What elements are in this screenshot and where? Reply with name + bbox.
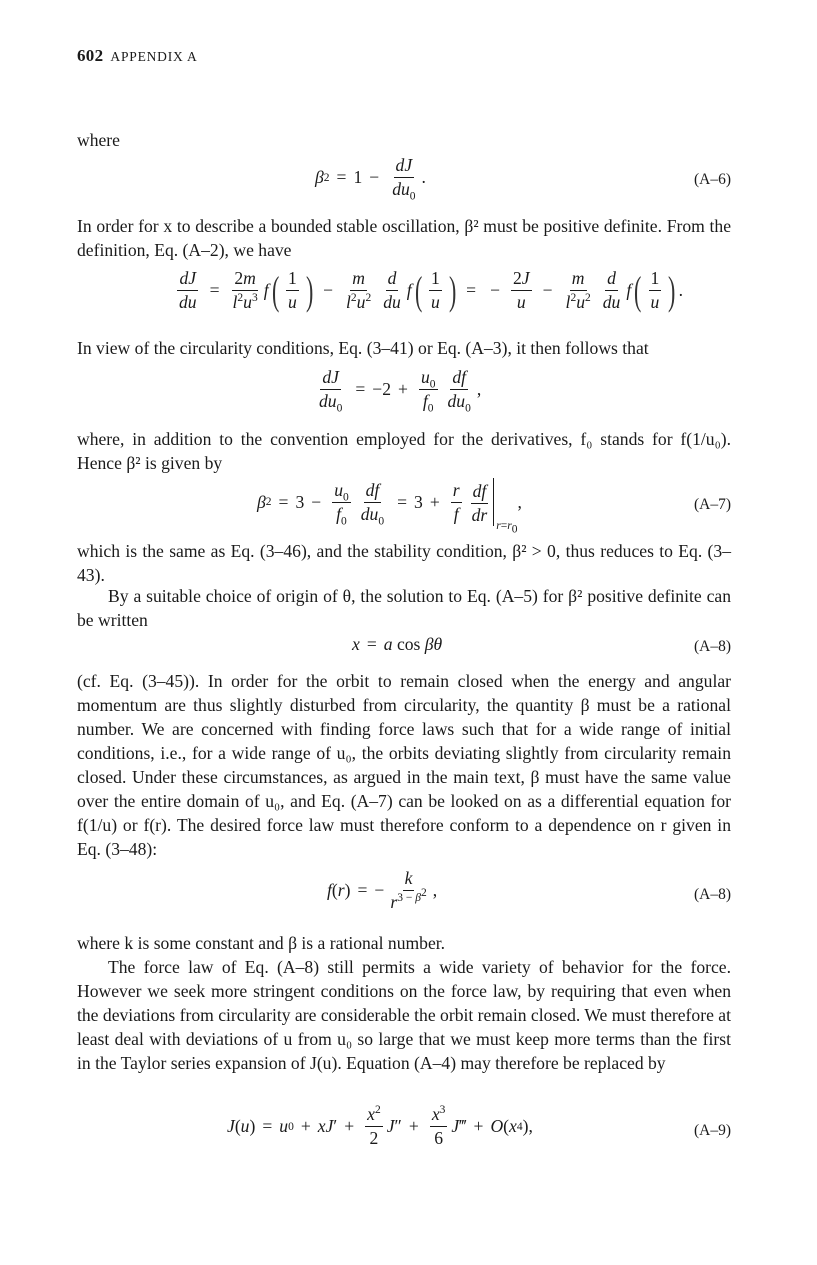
equation-number-a8-first: (A–8) (693, 638, 731, 655)
equation-a8-force (77, 868, 731, 926)
equation-a7-body: β 2 = 3 − $\frac{u_0}{f_0}$ $\frac{df}{du_0}$ = 3 + $\frac{r}{f}$ $\frac{df}{dr}$ $r=r_0$ , (257, 479, 522, 536)
equation-dj-du0 (77, 367, 731, 425)
running-header (77, 46, 198, 66)
equation-a9 (77, 1104, 731, 1162)
section-title: APPENDIX A (110, 49, 198, 64)
equation-number-a9: (A–9) (693, 1122, 731, 1139)
paragraph-origin: By a suitable choice of origin of θ, the solution to Eq. (A–5) for β² positive definite can be written (77, 586, 731, 630)
equation-a9-body: J ( u ) = u 0 + xJ ′ + $\frac{x^2}{2}$ J ″ + $\frac{x^3}{6}$ J ‴ + O ( x 4 ), (227, 1104, 533, 1148)
equation-dj-du (77, 268, 731, 328)
equation-number-a7: (A–7) (693, 496, 731, 513)
paragraph-where-1: where (77, 130, 120, 150)
paragraph-constant-k: where k is some constant and β is a rational number. (77, 933, 446, 953)
equation-dj-du0-body: $\frac{dJ}{du_0}$ = −2 + $\frac{u_0}{f_0}$ $\frac{df}{du_0}$ , (319, 367, 482, 415)
paragraph-force-law: The force law of Eq. (A–8) still permits a wide variety of behavior for the force. However we seek more stringent conditions on the force law, by requiring that even when the deviations from circularity are considerable the orbit remain closed. We must therefore at least deal with deviations of u from u₀ so large that we must keep more terms than the first in the Taylor series expansion of J(u). Equation (A–4) may therefore be replaced by (77, 957, 731, 1073)
equation-a8-force-body: f ( r ) = − $\frac{k}{r^{3 - \beta^2}}$ , (327, 868, 438, 912)
equation-number-a8-second: (A–8) (693, 886, 731, 903)
paragraph-stable-oscillation: In order for x to describe a bounded stable oscillation, β² must be positive definite. From the definition, Eq. (A–2), we have (77, 216, 731, 260)
equation-a7 (77, 478, 731, 538)
equation-a6 (77, 155, 731, 211)
equation-a8-cos-body: x = a cos βθ (352, 634, 443, 654)
paragraph-closed-orbit: (cf. Eq. (3–45)). In order for the orbit to remain closed when the energy and angular momentum are thus slightly disturbed from circularity, the quantity β must be a rational number. We are concerned with finding force laws such that for a wide range of initial conditions, i.e., for a wide range of u₀, the orbits deviating slightly from circularity remain closed. Under these circumstances, as argued in the main text, β must have the same value over the entire domain of u₀, and Eq. (A–7) can be looked on as a differential equation for f(1/u) or f(r). The desired force law must therefore conform to a dependence on r given in Eq. (3–48): (77, 671, 731, 859)
paragraph-circularity: In view of the circularity conditions, Eq. (3–41) or Eq. (A–3), it then follows that (77, 338, 649, 358)
equation-a6-body: β 2 = 1 − $\frac{dJ}{du_0}$ . (315, 155, 426, 203)
paragraph-stability: which is the same as Eq. (3–46), and the stability condition, β² > 0, thus reduces to Eq. (3–43). (77, 541, 731, 585)
equation-number-a6: (A–6) (693, 171, 731, 188)
page-number: 602 (77, 46, 104, 65)
equation-dj-du-body: $\frac{dJ}{du}$ = $\frac{2m}{l^2u^3}$ f ( $\frac{1}{u}$ ) − $\frac{m}{l^2u^2}$ $\frac{d}{du}$ f ( $\frac{1}{u}$ ) = − $\frac{2J}{u}$ − $\frac{m}{l^2u^2}$ $\frac{d}{du}$ f ( $\frac{1}{u}$ ) . (179, 267, 684, 313)
equation-a8-cos (77, 634, 731, 662)
paragraph-convention: where, in addition to the convention employed for the derivatives, f₀ stands for f(1/u₀). Hence β² is given by (77, 429, 731, 473)
